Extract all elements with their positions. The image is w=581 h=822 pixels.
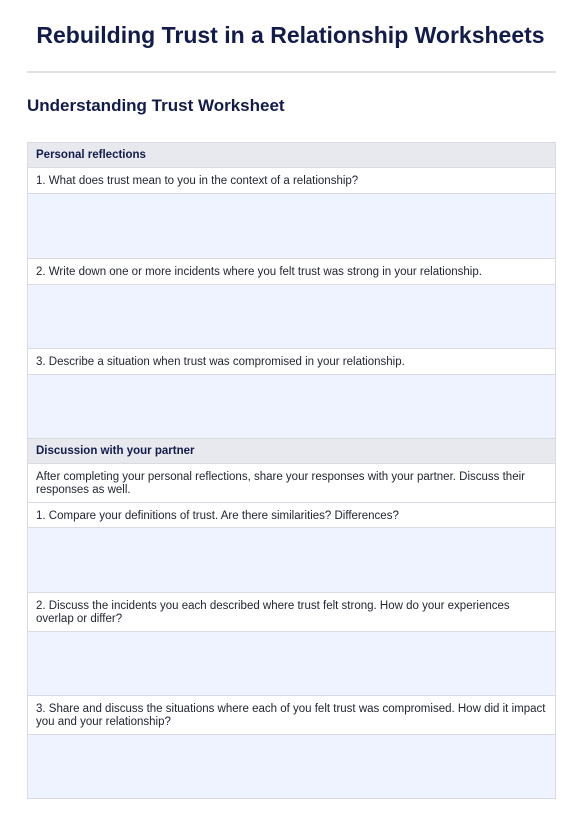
personal-answer-1-field[interactable]: [28, 194, 555, 259]
personal-question-2: 2. Write down one or more incidents where you felt trust was strong in your relationship.: [28, 259, 555, 285]
discussion-intro: After completing your personal reflections, share your responses with your partner. Discuss their responses as well.: [28, 464, 555, 503]
section-title: Understanding Trust Worksheet: [27, 96, 285, 115]
personal-answer-2-field[interactable]: [28, 285, 555, 349]
discussion-answer-1-field[interactable]: [28, 528, 555, 593]
personal-question-1: 1. What does trust mean to you in the context of a relationship?: [28, 168, 555, 194]
discussion-question-3: 3. Share and discuss the situations where each of you felt trust was compromised. How did it impact you and your relationship?: [28, 696, 555, 735]
discussion-question-1: 1. Compare your definitions of trust. Are there similarities? Differences?: [28, 503, 555, 528]
personal-question-3: 3. Describe a situation when trust was compromised in your relationship.: [28, 349, 555, 375]
worksheet-table: [27, 142, 556, 799]
discussion-question-2: 2. Discuss the incidents you each described where trust felt strong. How do your experiences overlap or differ?: [28, 593, 555, 632]
discussion-header: Discussion with your partner: [28, 439, 555, 464]
page-title: Rebuilding Trust in a Relationship Worksheets: [36, 22, 545, 48]
personal-reflections-header: Personal reflections: [28, 143, 555, 168]
discussion-answer-2-field[interactable]: [28, 632, 555, 696]
discussion-answer-3-field[interactable]: [28, 735, 555, 799]
title-divider: [27, 71, 556, 73]
personal-answer-3-field[interactable]: [28, 375, 555, 439]
